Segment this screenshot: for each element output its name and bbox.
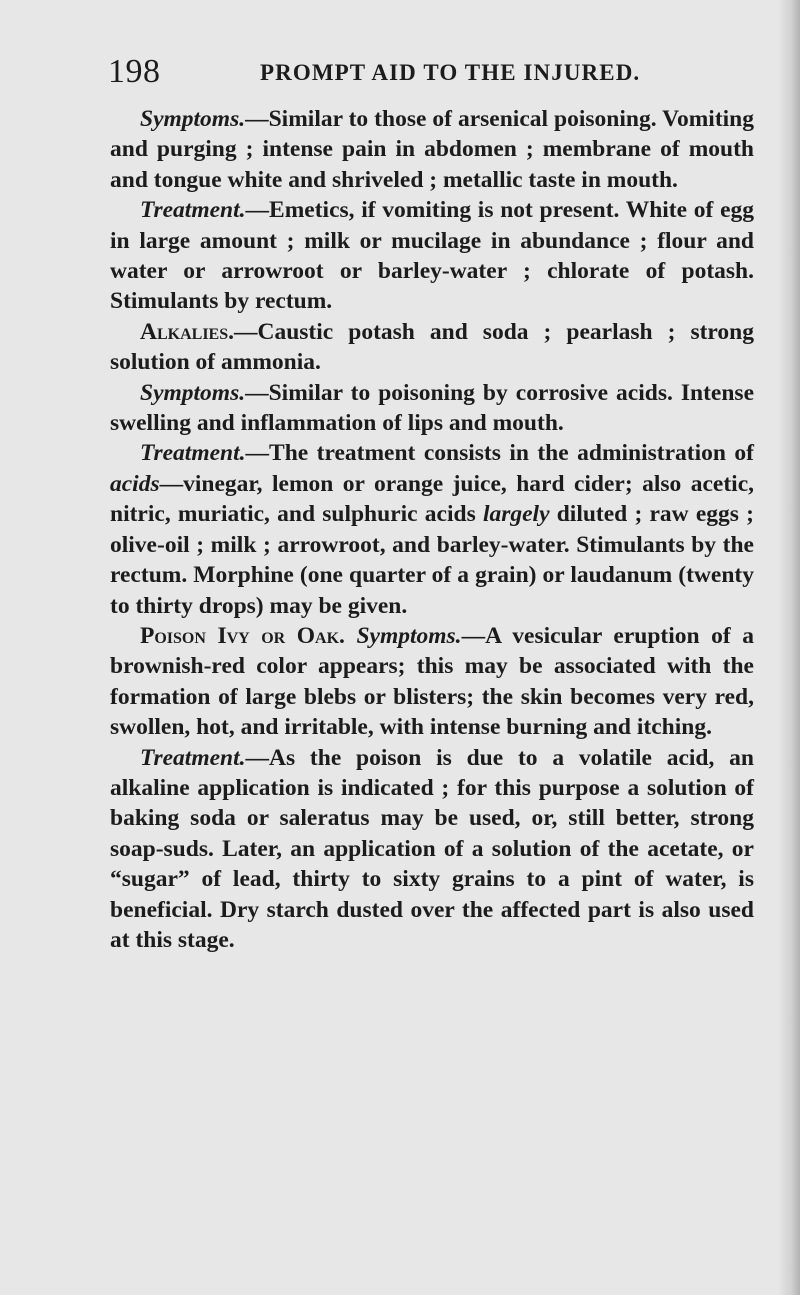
running-title: PROMPT AID TO THE INJURED. <box>260 60 641 85</box>
paragraph-treatment-3 <box>110 743 754 956</box>
page-edge-shadow <box>778 0 800 1295</box>
paragraph-text: —Similar to those of arsenical poisoning. Vomiting and purging ; intense pain in abdomen ; membrane of mouth and tongue white and shriveled ; metallic taste in mouth. <box>110 106 754 193</box>
page-header <box>108 52 748 92</box>
label-symptoms: Symptoms. <box>356 622 462 649</box>
label-poison-ivy-or-oak: Poison Ivy or Oak. <box>140 622 345 649</box>
label-treatment: Treatment. <box>140 197 246 224</box>
paragraph-text: —As the poison is due to a volatile acid, an alkaline application is indicated ; for this purpose a solution of baking soda or saleratus may be used, or, still better, strong soap-suds. Later, an application of a solution of the acetate, or “sugar” of lead, thirty to sixty grains to a pint of water, is beneficial. Dry starch dusted over the affected part is also used at this stage. <box>110 744 754 953</box>
paragraph-text: —Emetics, if vomiting is not present. White of egg in large amount ; milk or mucilage in abundance ; flour and water or arrowroot or barley-water ; chlorate of potash. Stimulants by rectum. <box>110 197 754 315</box>
paragraph-treatment-2 <box>110 438 754 620</box>
label-alkalies: Alkalies. <box>140 318 234 345</box>
paragraph-treatment-1 <box>110 195 754 317</box>
paragraph-text: —vinegar, lemon or orange juice, hard cider; also acetic, nitric, muriatic, and sulphuric acids <box>110 470 754 528</box>
paragraph-text: —A vesicular eruption of a brownish-red color appears; this may be associated with the formation of large blebs or blisters; the skin becomes very red, swollen, hot, and irritable, with intense burning and itching. <box>110 622 754 741</box>
paragraph-text: —The treatment consists in the administration of <box>245 440 754 467</box>
paragraph-text: —Similar to poisoning by corrosive acids. Intense swelling and inflammation of lips and mouth. <box>110 379 754 437</box>
paragraph-symptoms-2 <box>110 378 754 439</box>
label-symptoms: Symptoms. <box>140 106 246 132</box>
label-treatment: Treatment. <box>140 744 246 771</box>
emphasis-largely: largely <box>482 501 550 528</box>
paragraph-poison-ivy <box>110 621 754 743</box>
paragraph-symptoms-1 <box>110 104 754 195</box>
paragraph-text: diluted ; raw eggs ; olive-oil ; milk ; arrowroot, and barley-water. Stimulants by the rectum. Morphine (one quarter of a grain) or laudanum (twenty to thirty drops) may be given. <box>110 501 754 619</box>
label-treatment: Treatment. <box>140 440 246 467</box>
label-symptoms: Symptoms. <box>140 379 246 406</box>
paragraph-text: —Caustic potash and soda ; pearlash ; strong solution of ammonia. <box>110 318 754 376</box>
page-body <box>110 104 754 955</box>
paragraph-alkalies <box>110 317 754 378</box>
page-number: 198 <box>108 53 161 90</box>
emphasis-acids: acids <box>110 470 160 497</box>
